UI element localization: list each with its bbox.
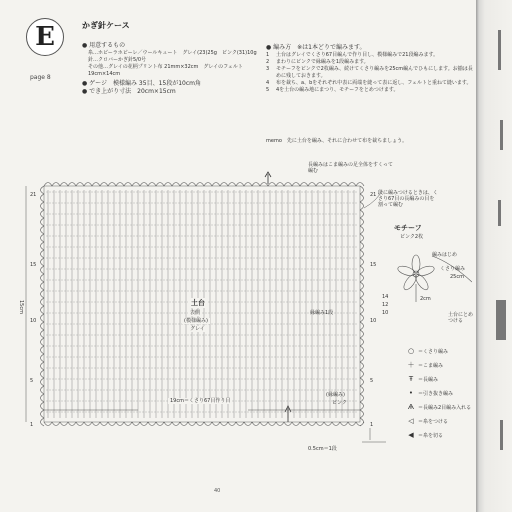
instructions-section [266, 44, 474, 94]
chart-center-pattern: (模様編み) [184, 318, 208, 324]
motif-cord-length: 25cm [450, 274, 464, 280]
height-dimension: 15cm [18, 300, 24, 314]
chart-center-title: 土台 [188, 298, 208, 308]
page-title: かぎ針ケース [82, 21, 130, 30]
row-number-right: 5 [370, 378, 374, 384]
motif-cord-label: くさり編み [440, 266, 466, 272]
bottom-dimension: 19cm＝くさり67目作り目 [170, 398, 231, 404]
motif-diagram [382, 222, 472, 316]
motif-sub: ピンク2枚 [400, 234, 424, 240]
step-item: 3 モチーフをピンクで2枚編み、続けてくさり編みを25cm編んでひもにします。お揃は長めに残しておきます。 [266, 66, 473, 79]
border-label: (縁編み) [326, 392, 345, 398]
row-number-left: 1 [30, 422, 34, 428]
row-number-left: 10 [30, 318, 37, 324]
instructions-heading: ● 編み方 ※は1本どりで編みます。 [266, 44, 366, 51]
size-line: ● でき上がり寸法 20cm×15cm [82, 88, 176, 95]
row-number-left: 5 [30, 378, 34, 384]
page-footer: 40 [214, 488, 221, 494]
materials-other: その他…グレイの花柄プリント布 21mm×32cm グレイのフェルト 19cm×14cm [88, 64, 243, 77]
row-number-right: 15 [370, 262, 377, 268]
materials-section [82, 42, 260, 96]
double-crochet-icon: Ŧ [408, 375, 414, 383]
motif-row-num: 14 [382, 294, 389, 300]
stitch-legend [404, 344, 476, 442]
border-color: ピンク [332, 400, 347, 406]
join-yarn-icon: ◁ [408, 417, 414, 425]
finish-arrow-icon [285, 406, 291, 422]
legend-item: • ＝引き抜き編み [404, 386, 476, 400]
row-number-left: 15 [30, 262, 37, 268]
single-crochet-icon: ＋ [407, 361, 415, 369]
row-number-left: 21 [30, 192, 37, 198]
row-number-right: 21 [370, 192, 377, 198]
legend-item: Ѧ ＝長編み2目編み入れる [404, 400, 476, 414]
next-page-edge [486, 0, 512, 512]
gauge-line: ● ゲージ 模様編み 35目、15段が10cm角 [82, 80, 201, 87]
increase-stitch-icon: Ѧ [407, 403, 415, 411]
motif-row-num: 12 [382, 302, 389, 308]
materials-hook: 針…クロバーかぎ針5/0号 [88, 57, 147, 63]
motif-center-length: 2cm [420, 296, 431, 302]
chart-graphic [18, 160, 402, 460]
motif-start-label: 編みはじめ [432, 252, 458, 258]
chart-center-color: グレイ [190, 326, 205, 332]
chart-center-sub: 表側 [190, 310, 201, 316]
materials-heading: ● 用意するもの [82, 42, 126, 49]
cut-yarn-icon: ◀ [408, 431, 414, 439]
side-note: 段に編みつけるときは、くさり67目の長編みの目を割って編む [378, 190, 438, 208]
legend-item: ◁ ＝糸をつける [404, 414, 476, 428]
motif-row-num: 10 [382, 310, 389, 316]
legend-item: ○ ＝くさり編み [404, 344, 476, 358]
step-item: 4 布を裁ち、a、bをそれぞれ中表に両端を縫って表に返し、フェルトと重ねて縫います。 [266, 80, 472, 86]
step-item: 1 土台はグレイでくさり67目編んで作り目し、模様編みで21段編みます。 [266, 52, 439, 58]
next-page-graphic [486, 0, 512, 512]
row-number-right: 10 [370, 318, 377, 324]
gauge-line [362, 428, 386, 442]
legend-item: Ŧ ＝長編み [404, 372, 476, 386]
row-number-right: 1 [370, 422, 374, 428]
legend-item: ◀ ＝糸を切る [404, 428, 476, 442]
section-badge [26, 18, 64, 56]
page-reference: page 8 [30, 74, 51, 81]
materials-yarn: 糸…ホビーラホビーレ／ウールキュート グレイ(23)25g ピンク(31)10g [88, 50, 257, 56]
step-item: 5 4を土台の編み地にまつり、モチーフをとめつけます。 [266, 87, 399, 93]
border-row-note: 縁編み1段 [310, 310, 334, 316]
chain-stitch-icon: ○ [407, 347, 415, 355]
section-letter: E [35, 22, 55, 52]
legend-item: ＋ ＝こま編み [404, 358, 476, 372]
step-item: 2 まわりにピンクで縁編みを1段編みます。 [266, 59, 369, 65]
motif-attach-note: 土台にとめつける [448, 312, 474, 324]
motif-title: モチーフ [394, 224, 422, 232]
start-arrow-icon [265, 172, 271, 184]
memo-note: memo 先に土台を編み、それに合わせて布を裁ちましょう。 [266, 138, 408, 144]
chart-top-note: 長編みはこま編みの足全体をすくって編む [308, 162, 393, 174]
row-gauge-label: 0.5cm＝1段 [308, 446, 337, 452]
slip-stitch-icon: • [408, 389, 414, 397]
